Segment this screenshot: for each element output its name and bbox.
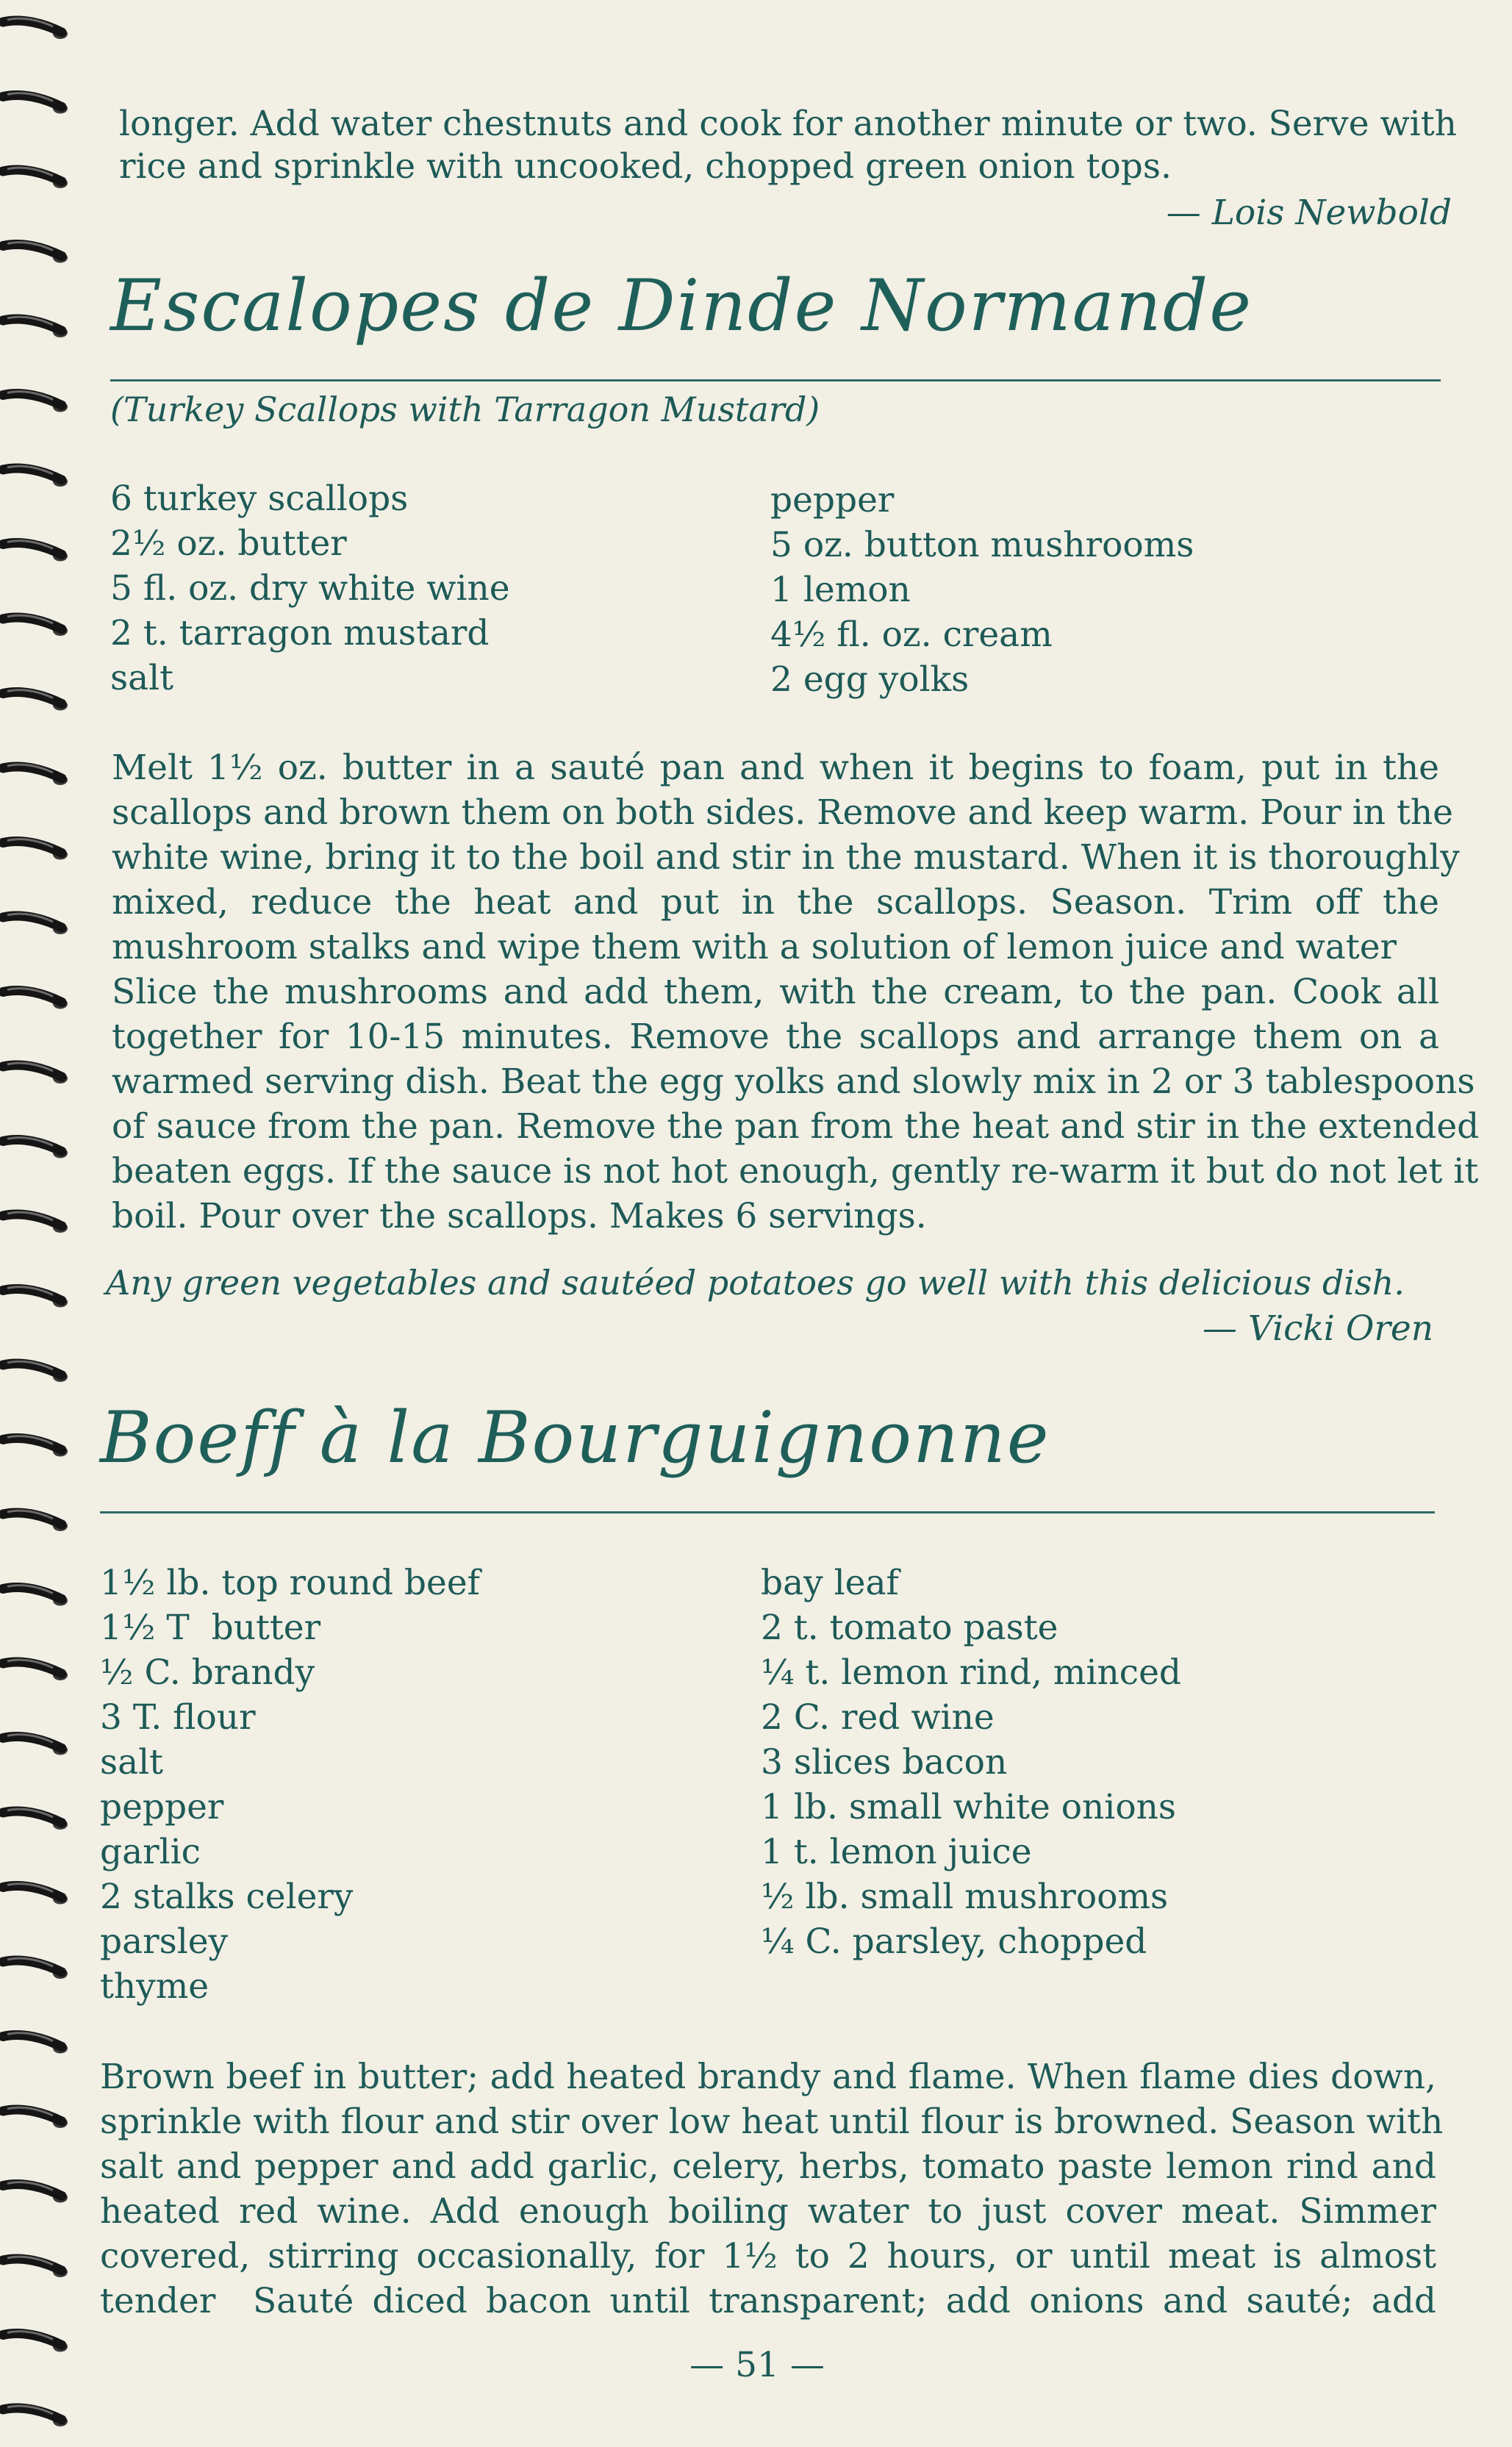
spiral-coil	[3, 243, 68, 263]
spiral-coil	[3, 1063, 68, 1083]
spiral-coil	[3, 764, 68, 785]
direction-line: warmed serving dish. Beat the egg yolks and slowly mix in 2 or 3 tablespoons	[112, 1061, 1475, 1102]
spiral-coil	[3, 914, 68, 934]
spiral-coil	[3, 1212, 68, 1233]
title-divider	[100, 1511, 1435, 1513]
spiral-coil	[3, 1138, 68, 1158]
spiral-coil	[3, 168, 68, 188]
ingredient: 1 t. lemon juice	[761, 1832, 1032, 1872]
page-number: — 51 —	[689, 2345, 825, 2385]
spiral-coil	[3, 317, 68, 337]
direction-line: white wine, bring it to the boil and stir in the mustard. When it is thoroughly	[112, 837, 1460, 878]
recipe-title: Boeff à la Bourguignonne	[100, 1397, 1050, 1479]
title-divider	[110, 379, 1441, 381]
ingredient: 2 t. tomato paste	[761, 1608, 1058, 1648]
spiral-coil	[3, 615, 68, 636]
spiral-coil	[3, 2406, 68, 2426]
ingredient: salt	[110, 658, 174, 698]
ingredient: 1½ T butter	[100, 1608, 321, 1648]
spiral-coil	[3, 1361, 68, 1382]
recipe-directions	[112, 745, 1480, 1239]
spiral-coil	[3, 989, 68, 1009]
spiral-coil	[3, 1511, 68, 1531]
direction-line: beaten eggs. If the sauce is not hot enough, gently re-warm it but do not let it	[112, 1151, 1479, 1192]
ingredients-left	[110, 476, 742, 701]
spiral-coil	[3, 466, 68, 487]
direction-line: sprinkle with flour and stir over low heat until flour is browned. Season with	[100, 2102, 1444, 2142]
spiral-coil	[3, 2182, 68, 2203]
direction-line: tender Sauté diced bacon until transparent; add onions and sauté; add	[100, 2281, 1436, 2321]
intro-line: rice and sprinkle with uncooked, chopped green onion tops.	[119, 146, 1172, 187]
ingredient: 5 fl. oz. dry white wine	[110, 568, 510, 609]
spiral-coil	[3, 541, 68, 562]
ingredient: 2 stalks celery	[100, 1877, 354, 1917]
ingredient: parsley	[100, 1921, 229, 1962]
recipe-attribution: — Vicki Oren	[1203, 1308, 1433, 1349]
direction-line: salt and pepper and add garlic, celery, herbs, tomato paste lemon rind and	[100, 2146, 1436, 2187]
spiral-coil	[3, 392, 68, 412]
ingredient: 2 C. red wine	[761, 1697, 995, 1738]
spiral-coil	[3, 18, 68, 39]
intro-paragraph	[119, 103, 1457, 188]
spiral-coil	[3, 2257, 68, 2277]
direction-line: covered, stirring occasionally, for 1½ to 2 hours, or until meat is almost	[100, 2236, 1436, 2276]
ingredient: 6 turkey scallops	[110, 479, 409, 519]
ingredient: salt	[100, 1742, 164, 1783]
ingredients-right	[761, 1561, 1437, 1964]
ingredient: 2 egg yolks	[770, 659, 970, 700]
ingredients-left	[100, 1561, 732, 2009]
direction-line: scallops and brown them on both sides. Remove and keep warm. Pour in the	[112, 792, 1453, 833]
recipe-directions	[100, 2054, 1444, 2324]
spiral-coil	[3, 1958, 68, 1979]
direction-line: mushroom stalks and wipe them with a solution of lemon juice and water	[112, 927, 1397, 967]
recipe-page	[96, 0, 1480, 2447]
ingredient: 3 slices bacon	[761, 1742, 1008, 1783]
ingredient: pepper	[100, 1787, 224, 1827]
direction-line: mixed, reduce the heat and put in the scallops. Season. Trim off the	[112, 882, 1439, 922]
spiral-binding	[0, 0, 81, 2447]
ingredient: 2½ oz. butter	[110, 523, 347, 564]
ingredient: ¼ t. lemon rind, minced	[761, 1652, 1182, 1693]
direction-line: of sauce from the pan. Remove the pan from the heat and stir in the extended	[112, 1106, 1480, 1147]
direction-line: Slice the mushrooms and add them, with the cream, to the pan. Cook all	[112, 972, 1439, 1012]
spiral-coil	[3, 2033, 68, 2054]
ingredient: 1 lemon	[770, 570, 911, 610]
ingredient: thyme	[100, 1966, 209, 2007]
ingredient: ½ C. brandy	[100, 1652, 315, 1693]
ingredient: 3 T. flour	[100, 1697, 256, 1738]
serving-note: Any green vegetables and sautéed potatoes go well with this delicious dish.	[106, 1263, 1405, 1303]
spiral-coil	[3, 1809, 68, 1830]
ingredient: garlic	[100, 1832, 201, 1872]
ingredient: pepper	[770, 480, 895, 520]
spiral-coil	[3, 93, 68, 114]
ingredient: ¼ C. parsley, chopped	[761, 1921, 1147, 1962]
ingredient: 1 lb. small white onions	[761, 1787, 1177, 1827]
spiral-coil	[3, 1660, 68, 1680]
spiral-coil	[3, 1436, 68, 1457]
ingredient: bay leaf	[761, 1563, 899, 1603]
direction-line: Brown beef in butter; add heated brandy and flame. When flame dies down,	[100, 2057, 1436, 2097]
ingredient: 4½ fl. oz. cream	[770, 615, 1053, 655]
spiral-coil	[3, 839, 68, 860]
ingredient: 5 oz. button mushrooms	[770, 525, 1194, 565]
spiral-coil	[3, 690, 68, 711]
spiral-coil	[3, 2332, 68, 2352]
ingredient: 2 t. tarragon mustard	[110, 613, 490, 653]
spiral-coil	[3, 1735, 68, 1755]
spiral-coil	[3, 1287, 68, 1308]
direction-line: boil. Pour over the scallops. Makes 6 servings.	[112, 1196, 927, 1236]
ingredient: 1½ lb. top round beef	[100, 1563, 481, 1603]
intro-attribution: — Lois Newbold	[1166, 193, 1452, 233]
spiral-coil	[3, 1884, 68, 1905]
intro-line: longer. Add water chestnuts and cook for another minute or two. Serve with	[119, 104, 1457, 144]
recipe-title: Escalopes de Dinde Normande	[110, 265, 1253, 347]
recipe-subtitle: (Turkey Scallops with Tarragon Mustard)	[110, 390, 820, 429]
ingredients-right	[770, 478, 1432, 702]
direction-line: heated red wine. Add enough boiling water to just cover meat. Simmer	[100, 2191, 1436, 2232]
ingredient: ½ lb. small mushrooms	[761, 1877, 1169, 1917]
spiral-coil	[3, 2107, 68, 2128]
direction-line: together for 10-15 minutes. Remove the scallops and arrange them on a	[112, 1017, 1439, 1057]
direction-line: Melt 1½ oz. butter in a sauté pan and when it begins to foam, put in the	[112, 748, 1439, 788]
spiral-coil	[3, 1586, 68, 1606]
